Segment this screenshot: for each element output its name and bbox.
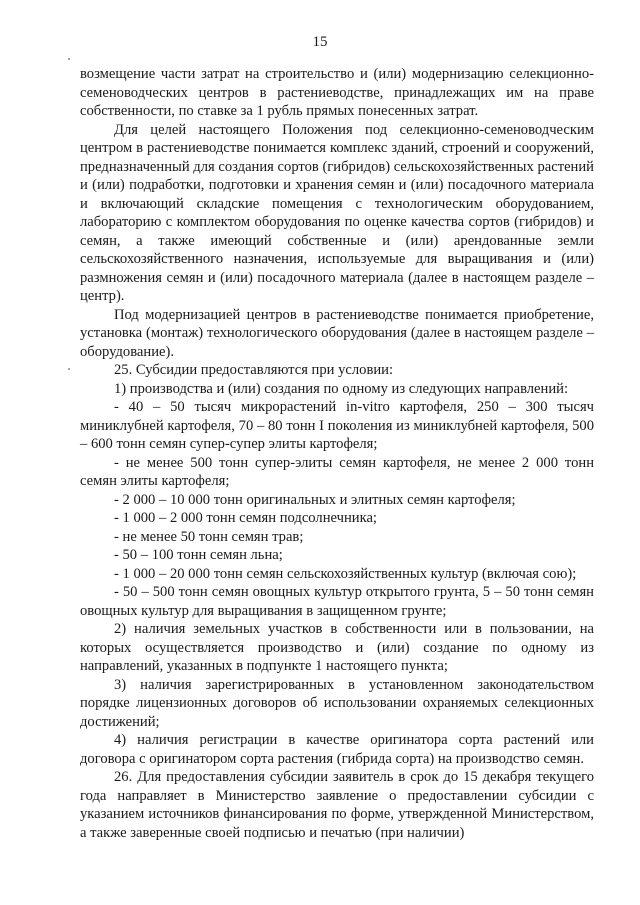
list-item: - 50 – 500 тонн семян овощных культур открытого грунта, 5 – 50 тонн семян овощных культур для выращивания в защищенном грунте;	[80, 584, 594, 619]
list-item: - 50 – 100 тонн семян льна;	[114, 547, 283, 563]
list-item: - 40 – 50 тысяч микрорастений in-vitro картофеля, 250 – 300 тысяч миниклубней картофеля, 70 – 80 тонн I поколения из миниклубней картофеля, 500 – 600 тонн семян супер-супер элиты картофеля;	[80, 399, 594, 452]
list-item: 3) наличия зарегистрированных в установленном законодательством порядке лицензионных договоров об использовании охраняемых селекционных достижений;	[80, 676, 594, 730]
list-item: 1) производства и (или) создания по одному из следующих направлений:	[114, 380, 569, 397]
paragraph: 26. Для предоставления субсидии заявитель в срок до 15 декабря текущего года направляет в Министерство заявление о предоставлении субсидии с указанием источников финансирования по форме, утвержденной Министерством, а также заверенные своей подписью и печатью (при наличии)	[80, 769, 594, 841]
margin-mark	[68, 58, 70, 60]
paragraph: возмещение части затрат на строительство и (или) модернизацию селекционно-семеноводческих центров в растениеводстве, принадлежащих им на праве собственности, по ставке за 1 рубль прямых понесенных затрат.	[80, 66, 594, 119]
list-item: - не менее 500 тонн супер-элиты семян картофеля, не менее 2 000 тонн семян элиты картофеля;	[80, 454, 594, 489]
list-item: - 1 000 – 20 000 тонн семян сельскохозяйственных культур (включая сою);	[114, 565, 577, 582]
list-item: - 1 000 – 2 000 тонн семян подсолнечника;	[114, 510, 377, 526]
list-item: - 2 000 – 10 000 тонн оригинальных и элитных семян картофеля;	[114, 491, 516, 508]
paragraph: Под модернизацией центров в растениеводстве понимается приобретение, установка (монтаж) технологического оборудования (далее в настоящем разделе – оборудование).	[80, 306, 594, 360]
list-item: 4) наличия регистрации в качестве оригинатора сорта растений или договора с оригинатором сорта растения (гибрида сорта) на производство семян.	[80, 732, 594, 767]
document-body	[80, 65, 594, 842]
list-item: - не менее 50 тонн семян трав;	[114, 528, 304, 545]
margin-mark	[68, 368, 70, 370]
page-number: 15	[312, 34, 328, 50]
paragraph: Для целей настоящего Положения под селекционно-семеноводческим центром в растениеводстве понимается комплекс зданий, строений и сооружений, предназначенный для создания сортов (гибридов) сельскохозяйственных растений и (или) подработки, подготовки и хранения семян и (или) посадочного материала и включающий складские помещения с технологическим оборудованием, лабораторию с комплектом оборудования по оценке качества сортов (гибридов) и семян, а также имеющий собственные и (или) арендованные земли сельскохозяйственного назначения, используемые для выращивания и (или) размножения семян и (или) посадочного материала (далее в настоящем разделе – центр).	[80, 121, 594, 304]
list-item: 2) наличия земельных участков в собственности или в пользовании, на которых осуществляется производство и (или) создание по одному из направлений, указанных в подпункте 1 настоящего пункта;	[80, 621, 594, 674]
paragraph: 25. Субсидии предоставляются при условии:	[114, 362, 394, 378]
